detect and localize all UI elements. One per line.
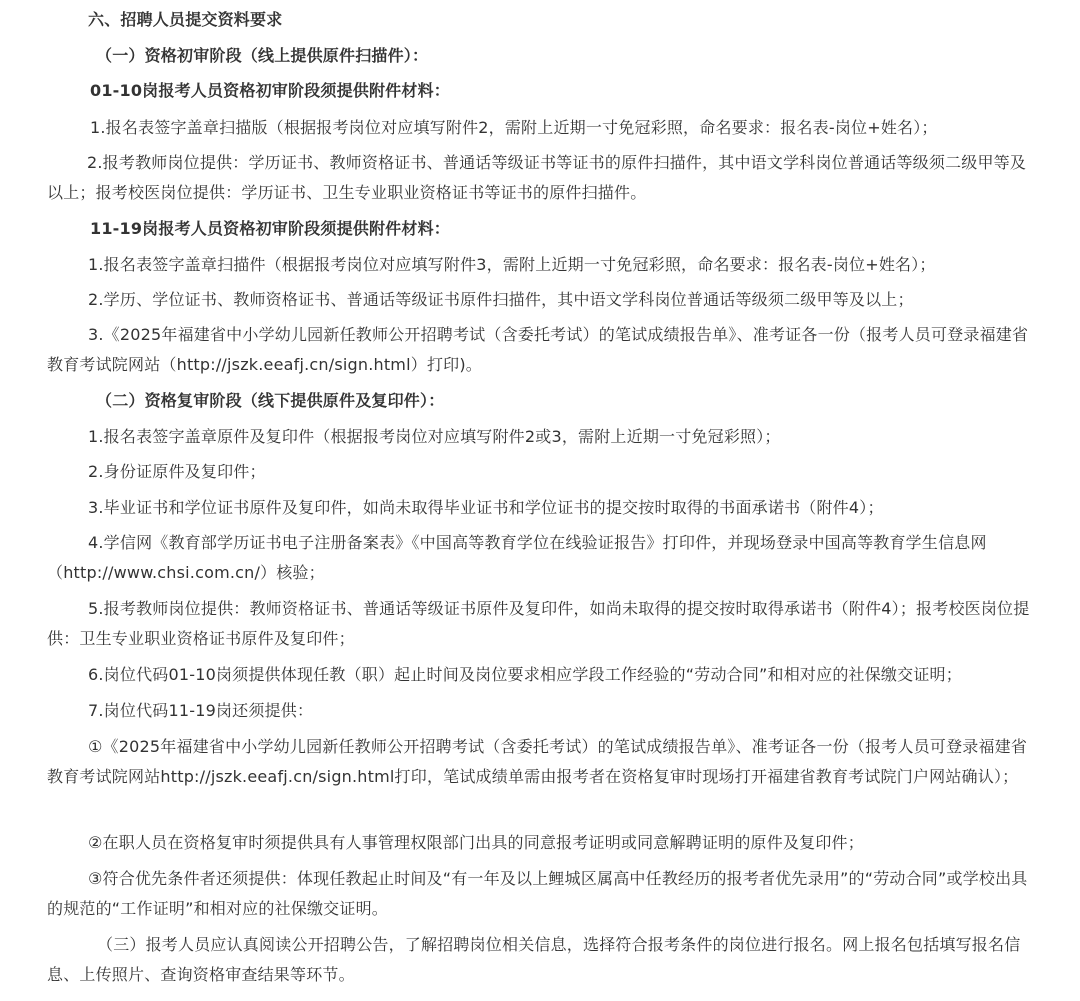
stage2-sub-item-1: ①《2025年福建省中小学幼儿园新任教师公开招聘考试（含委托考试）的笔试成绩报告单》、准考证各一份（报考人员可登录福建省教育考试院网站http://jszk.eeafj.cn/sign.html打印，笔试成绩单需由报考者在资格复审时现场打开福建省教育考试院门户网站确认）； [47, 737, 1028, 786]
group-b-heading: 11-19岗报考人员资格初审阶段须提供附件材料： [90, 219, 450, 238]
stage2-item-6: 6.岗位代码01-10岗须提供体现任教（职）起止时间及岗位要求相应学段工作经验的“劳动合同”和相对应的社保缴交证明； [88, 665, 962, 684]
group-b-item-2: 2.学历、学位证书、教师资格证书、普通话等级证书原件扫描件，其中语文学科岗位普通话等级须二级甲等及以上； [88, 290, 914, 309]
section-title: 六、招聘人员提交资料要求 [88, 10, 283, 29]
stage2-sub-item-3: ③符合优先条件者还须提供：体现任教起止时间及“有一年及以上鲤城区属高中任教经历的报考者优先录用”的“劳动合同”或学校出具的规范的“工作证明”和相对应的社保缴交证明。 [47, 869, 1028, 918]
stage2-heading: （二）资格复审阶段（线下提供原件及复印件）： [96, 391, 445, 410]
group-b-item-1: 1.报名表签字盖章扫描件（根据报考岗位对应填写附件3，需附上近期一寸免冠彩照，命名要求：报名表-岗位+姓名）； [88, 255, 936, 274]
stage1-heading: （一）资格初审阶段（线上提供原件扫描件）： [96, 46, 429, 65]
stage2-item-7: 7.岗位代码11-19岗还须提供： [88, 701, 314, 720]
stage2-item-5: 5.报考教师岗位提供：教师资格证书、普通话等级证书原件及复印件，如尚未取得的提交按时取得承诺书（附件4）；报考校医岗位提供：卫生专业职业资格证书原件及复印件； [47, 599, 1030, 648]
group-a-item-2: 2.报考教师岗位提供：学历证书、教师资格证书、普通话等级证书等证书的原件扫描件，其中语文学科岗位普通话等级须二级甲等及以上；报考校医岗位提供：学历证书、卫生专业职业资格证书等证书的原件扫描件。 [47, 153, 1027, 202]
stage3-paragraph: （三）报考人员应认真阅读公开招聘公告，了解招聘岗位相关信息，选择符合报考条件的岗位进行报名。网上报名包括填写报名信息、上传照片、查询资格审查结果等环节。 [47, 935, 1021, 984]
stage2-item-2: 2.身份证原件及复印件； [88, 462, 266, 481]
group-a-heading: 01-10岗报考人员资格初审阶段须提供附件材料： [90, 81, 450, 100]
stage2-item-4: 4.学信网《教育部学历证书电子注册备案表》《中国高等教育学位在线验证报告》打印件，并现场登录中国高等教育学生信息网（http://www.chsi.com.cn/）核验； [47, 533, 987, 582]
group-a-item-1: 1.报名表签字盖章扫描版（根据报考岗位对应填写附件2，需附上近期一寸免冠彩照，命名要求：报名表-岗位+姓名）； [90, 118, 938, 137]
stage2-sub-item-2: ②在职人员在资格复审时须提供具有人事管理权限部门出具的同意报考证明或同意解聘证明的原件及复印件； [88, 833, 864, 852]
stage2-item-1: 1.报名表签字盖章原件及复印件（根据报考岗位对应填写附件2或3，需附上近期一寸免冠彩照）； [88, 427, 781, 446]
stage2-item-3: 3.毕业证书和学位证书原件及复印件，如尚未取得毕业证书和学位证书的提交按时取得的书面承诺书（附件4）； [88, 498, 884, 517]
group-b-item-3: 3.《2025年福建省中小学幼儿园新任教师公开招聘考试（含委托考试）的笔试成绩报告单》、准考证各一份（报考人员可登录福建省教育考试院网站（http://jszk.eeafj.cn/sign.html）打印)。 [47, 325, 1029, 374]
